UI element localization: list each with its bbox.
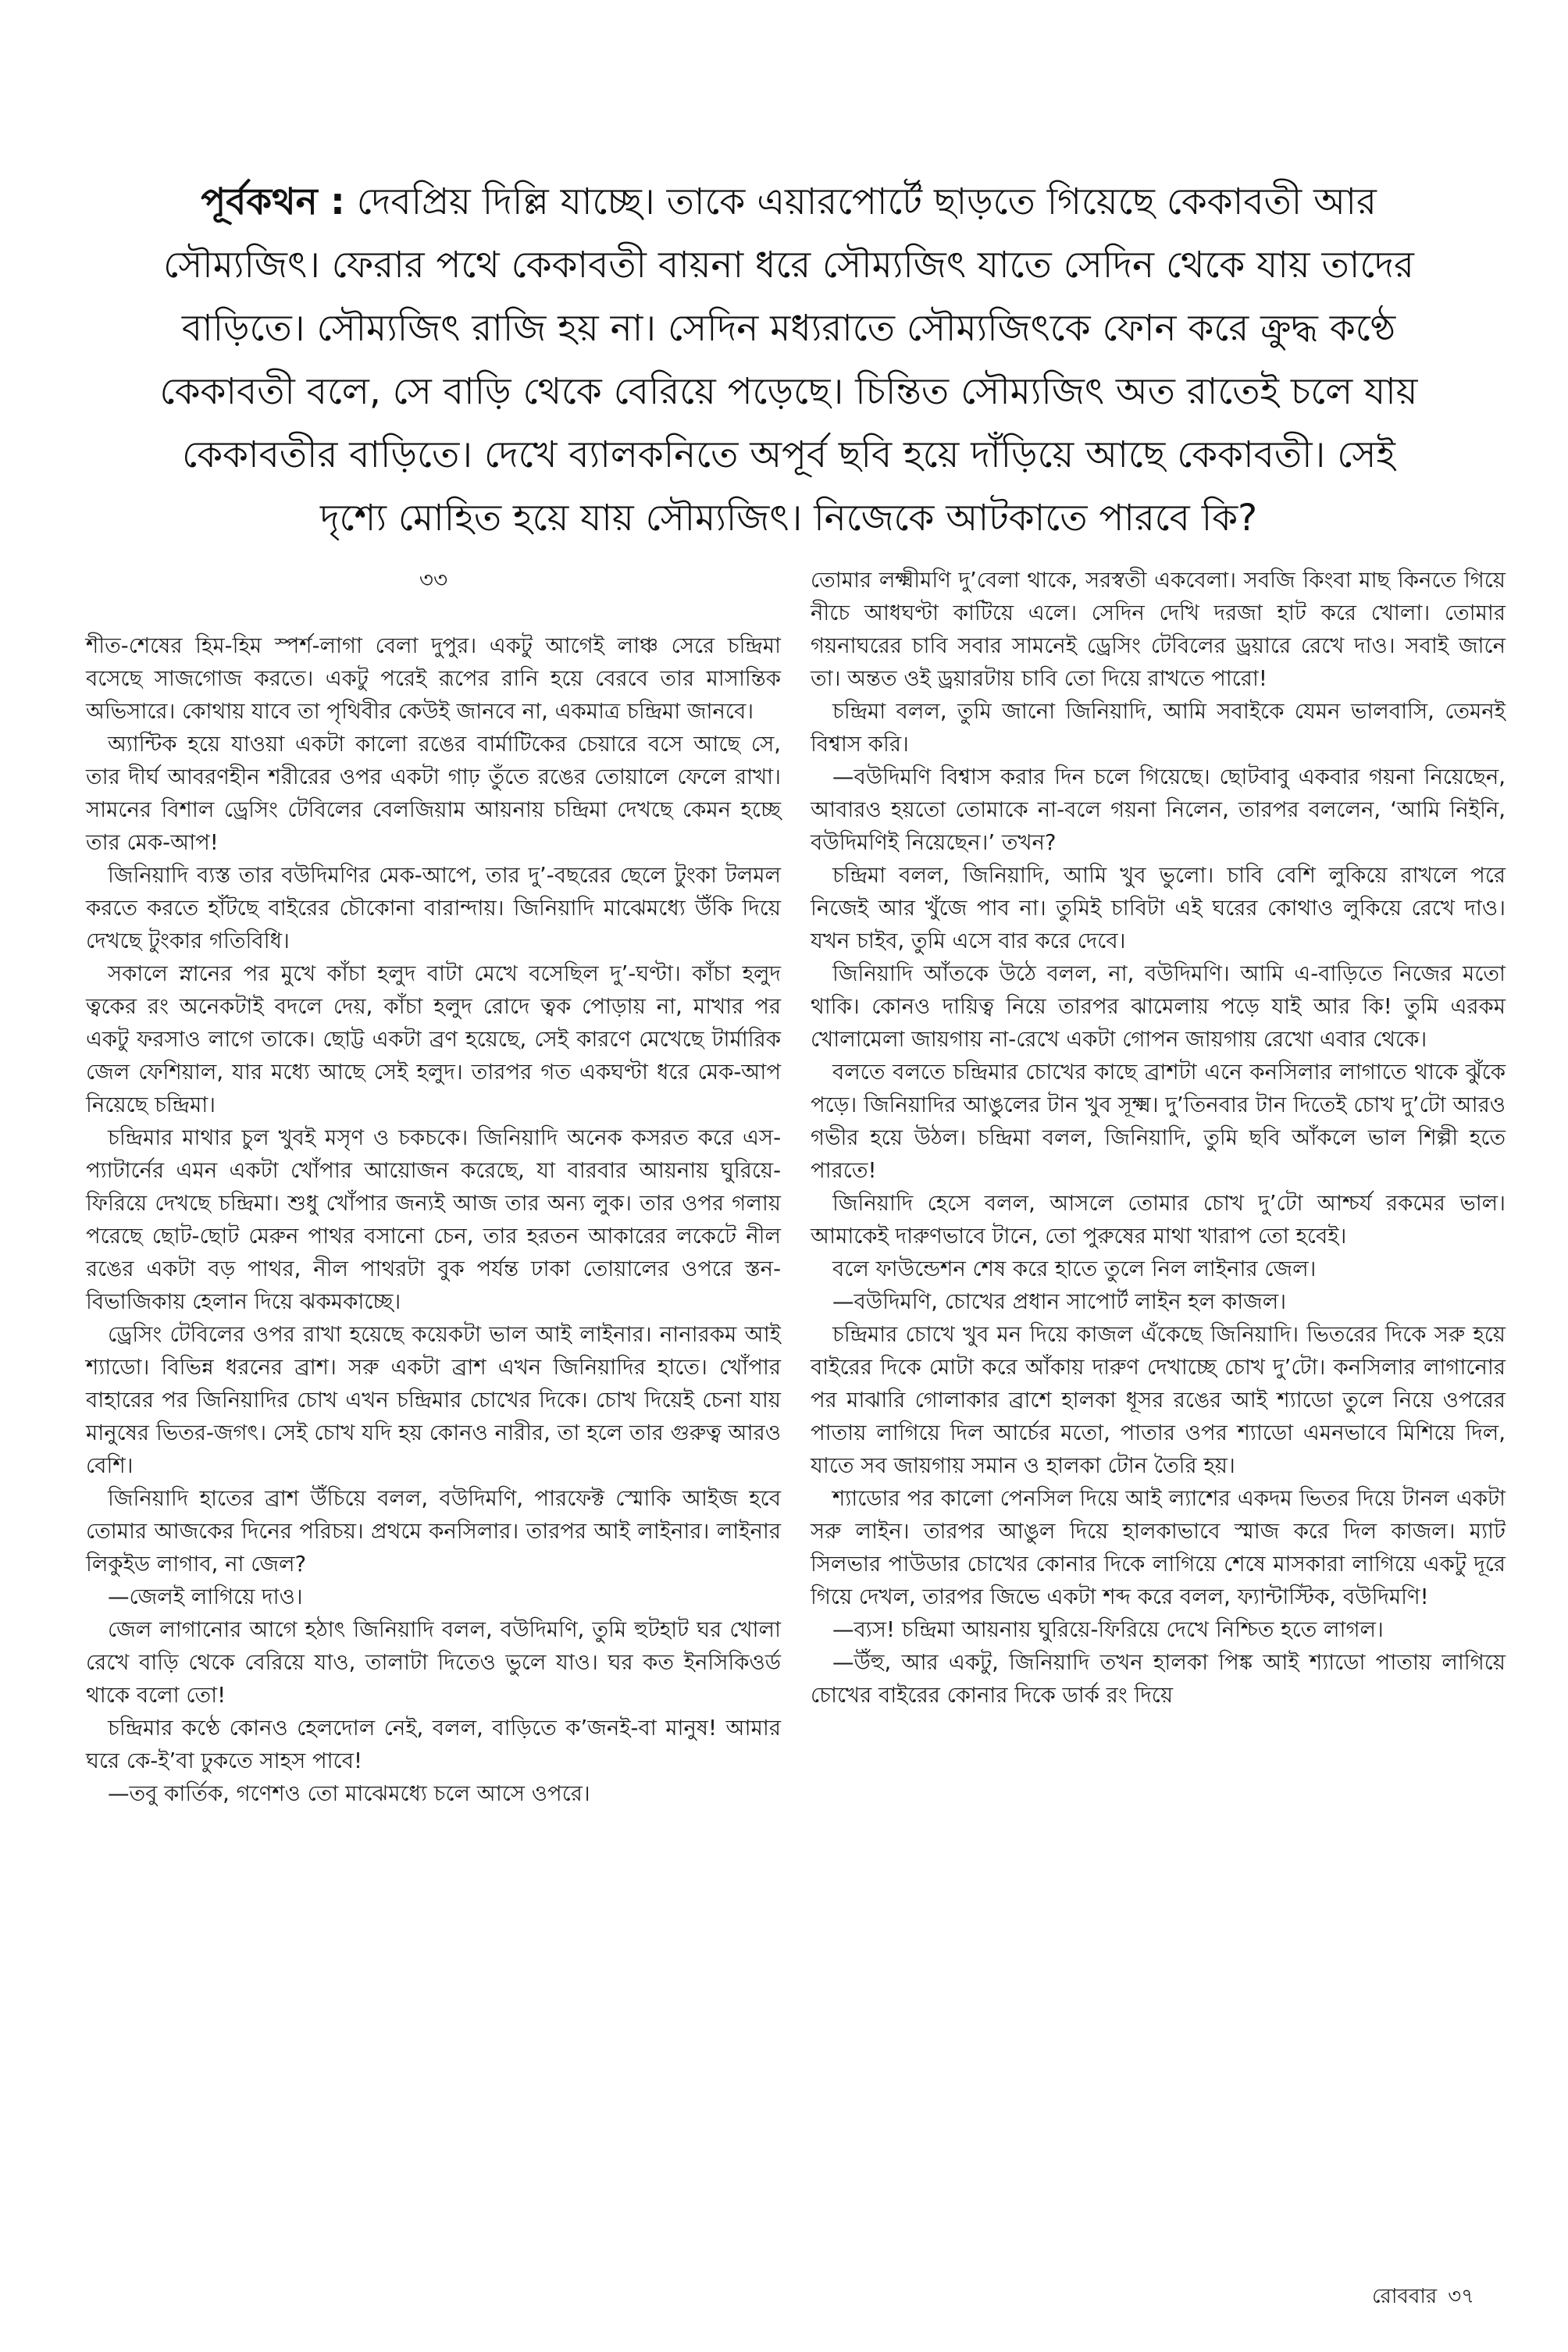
- paragraph: চন্দ্রিমা বলল, জিনিয়াদি, আমি খুব ভুলো। চাবি বেশি লুকিয়ে রাখলে পরে নিজেই আর খুঁজে পাব না। তুমিই চাবিটা এই ঘরের কোথাও লুকিয়ে রেখে দাও। যখন চাইব, তুমি এসে বার করে দেবে।: [811, 863, 1506, 953]
- paragraph: —বউদিমণি, চোখের প্রধান সাপোর্ট লাইন হল কাজল।: [832, 1289, 1287, 1314]
- paragraph: —তবু কার্তিক, গণেশও তো মাঝেমধ্যে চলে আসে ওপরে।: [108, 1781, 590, 1806]
- synopsis-text: দেবপ্রিয় দিল্লি যাচ্ছে। তাকে এয়ারপোর্টে ছাড়তে গিয়েছে কেকাবতী আর সৌম্যজিৎ। ফেরার পথে কেকাবতী বায়না ধরে সৌম্যজিৎ যাতে সেদিন থেকে যায় তাদের বাড়িতে। সৌম্যজিৎ রাজি হয় না। সেদিন মধ্যরাতে সৌম্যজিৎকে ফোন করে ক্রুদ্ধ কণ্ঠে কেকাবতী বলে, সে বাড়ি থেকে বেরিয়ে পড়েছে। চিন্তিত সৌম্যজিৎ অত রাতেই চলে যায় কেকাবতীর বাড়িতে। দেখে ব্যালকনিতে অপূর্ব ছবি হয়ে দাঁড়িয়ে আছে কেকাবতী। সেই দৃশ্যে মোহিত হয়ে যায় সৌম্যজিৎ। নিজেকে আটকাতে পারবে কি?: [159, 180, 1418, 540]
- paragraph: বলে ফাউন্ডেশন শেষ করে হাতে তুলে নিল লাইনার জেল।: [832, 1256, 1317, 1281]
- paragraph: চন্দ্রিমা বলল, তুমি জানো জিনিয়াদি, আমি সবাইকে যেমন ভালবাসি, তেমনই বিশ্বাস করি।: [811, 699, 1506, 757]
- paragraph: —জেলই লাগিয়ে দাও।: [108, 1584, 303, 1609]
- synopsis-label: পূর্বকথন :: [201, 180, 345, 223]
- page-footer: [1361, 2280, 1474, 2315]
- chapter-number: ৩৩: [419, 567, 448, 593]
- paragraph: ড্রেসিং টেবিলের ওপর রাখা হয়েছে কয়েকটা ভাল আই লাইনার। নানারকম আই শ্যাডো। বিভিন্ন ধরনের ব্রাশ। সরু একটা ব্রাশ এখন জিনিয়াদির হাতে। খোঁপার বাহারের পর জিনিয়াদির চোখ এখন চন্দ্রিমার চোখের দিকে। চোখ দিয়েই চেনা যায় মানুষের ভিতর-জগৎ। সেই চোখ যদি হয় কোনও নারীর, তা হলে তার গুরুত্ব আরও বেশি।: [86, 1322, 781, 1478]
- paragraph: তোমার লক্ষ্মীমণি দু’বেলা থাকে, সরস্বতী একবেলা। সবজি কিংবা মাছ কিনতে গিয়ে নীচে আধঘণ্টা কাটিয়ে এলে। সেদিন দেখি দরজা হাট করে খোলা। তোমার গয়নাঘরের চাবি সবার সামনেই ড্রেসিং টেবিলের ড্রয়ারে রেখে দাও। সবাই জানে তা। অন্তত ওই ড্রয়ারটায় চাবি তো দিয়ে রাখতে পারো!: [811, 568, 1506, 691]
- paragraph: শ্যাডোর পর কালো পেনসিল দিয়ে আই ল্যাশের একদম ভিতর দিয়ে টানল একটা সরু লাইন। তারপর আঙুল দিয়ে হালকাভাবে স্মাজ করে দিল কাজল। ম্যাট সিলভার পাউডার চোখের কোনার দিকে লাগিয়ে শেষে মাসকারা লাগিয়ে একটু দূরে গিয়ে দেখল, তারপর জিভে একটা শব্দ করে বলল, ফ্যান্টাস্টিক, বউদিমণি!: [811, 1486, 1506, 1609]
- paragraph: সকালে স্নানের পর মুখে কাঁচা হলুদ বাটা মেখে বসেছিল দু’-ঘণ্টা। কাঁচা হলুদ ত্বকের রং অনেকটাই বদলে দেয়, কাঁচা হলুদ রোদে ত্বক পোড়ায় না, মাখার পর একটু ফরসাও লাগে তাকে। ছোট্ট একটা ব্রণ হয়েছে, সেই কারণে মেখেছে টার্মারিক জেল ফেশিয়াল, যার মধ্যে আছে সেই হলুদ। তারপর গত একঘণ্টা ধরে মেক-আপ নিয়েছে চন্দ্রিমা।: [86, 961, 781, 1117]
- paragraph: —ব্যস! চন্দ্রিমা আয়নায় ঘুরিয়ে-ফিরিয়ে দেখে নিশ্চিত হতে লাগল।: [832, 1617, 1384, 1642]
- paragraph: জিনিয়াদি আঁতকে উঠে বলল, না, বউদিমণি। আমি এ-বাড়িতে নিজের মতো থাকি। কোনও দায়িত্ব নিয়ে তারপর ঝামেলায় পড়ে যাই আর কি! তুমি এরকম খোলামেলা জায়গায় না-রেখে একটা গোপন জায়গায় রেখো এবার থেকে।: [811, 961, 1506, 1052]
- paragraph: জেল লাগানোর আগে হঠাৎ জিনিয়াদি বলল, বউদিমণি, তুমি হুটহাট ঘর খোলা রেখে বাড়ি থেকে বেরিয়ে যাও, তালাটা দিতেও ভুলে যাও। ঘর কত ইনসিকিওর্ড থাকে বলো তো!: [86, 1617, 781, 1708]
- paragraph: অ্যান্টিক হয়ে যাওয়া একটা কালো রঙের বার্মাটিকের চেয়ারে বসে আছে সে, তার দীর্ঘ আবরণহীন শরীরের ওপর একটা গাঢ় তুঁতে রঙের তোয়ালে ফেলে রাখা। সামনের বিশাল ড্রেসিং টেবিলের বেলজিয়াম আয়নায় চন্দ্রিমা দেখছে কেমন হচ্ছে তার মেক-আপ!: [86, 732, 781, 855]
- paragraph: জিনিয়াদি হেসে বলল, আসলে তোমার চোখ দু’টো আশ্চর্য রকমের ভাল। আমাকেই দারুণভাবে টানে, তো পুরুষের মাথা খারাপ তো হবেই।: [811, 1191, 1506, 1249]
- paragraph: বলতে বলতে চন্দ্রিমার চোখের কাছে ব্রাশটা এনে কনসিলার লাগাতে থাকে ঝুঁকে পড়ে। জিনিয়াদির আঙুলের টান খুব সূক্ষ্ম। দু’তিনবার টান দিতেই চোখ দু’টো আরও গভীর হয়ে উঠল। চন্দ্রিমা বলল, জিনিয়াদি, তুমি ছবি আঁকলে ভাল শিল্পী হতে পারতে!: [811, 1060, 1506, 1183]
- page-number: ৩৭: [1448, 2285, 1474, 2308]
- paragraph: জিনিয়াদি হাতের ব্রাশ উঁচিয়ে বলল, বউদিমণি, পারফেক্ট স্মোকি আইজ হবে তোমার আজকের দিনের পরিচয়। প্রথমে কনসিলার। তারপর আই লাইনার। লাইনার লিকুইড লাগাব, না জেল?: [86, 1486, 781, 1577]
- paragraph: —উঁহু, আর একটু, জিনিয়াদি তখন হালকা পিঙ্ক আই শ্যাডো পাতায় লাগিয়ে চোখের বাইরের কোনার দিকে ডার্ক রং দিয়ে: [811, 1650, 1506, 1708]
- paragraph: চন্দ্রিমার চোখে খুব মন দিয়ে কাজল এঁকেছে জিনিয়াদি। ভিতরের দিকে সরু হয়ে বাইরের দিকে মোটা করে আঁকায় দারুণ দেখাচ্ছে চোখ দু’টো। কনসিলার লাগানোর পর মাঝারি গোলাকার ব্রাশে হালকা ধূসর রঙের আই শ্যাডো তুলে নিয়ে ওপরের পাতায় লাগিয়ে দিল আর্চের মতো, পাতার ওপর শ্যাডো এমনভাবে মিশিয়ে দিল, যাতে সব জায়গায় সমান ও হালকা টোন তৈরি হয়।: [811, 1322, 1506, 1478]
- paragraph: —বউদিমণি বিশ্বাস করার দিন চলে গিয়েছে। ছোটবাবু একবার গয়না নিয়েছেন, আবারও হয়তো তোমাকে না-বলে গয়না নিলেন, তারপর বললেন, ‘আমি নিইনি, বউদিমণিই নিয়েছেন।’ তখন?: [811, 764, 1506, 855]
- left-column: [86, 564, 781, 1810]
- paragraph: শীত-শেষের হিম-হিম স্পর্শ-লাগা বেলা দুপুর। একটু আগেই লাঞ্চ সেরে চন্দ্রিমা বসেছে সাজগোজ করতে। একটু পরেই রূপের রানি হয়ে বেরবে তার মাসান্তিক অভিসারে। কোথায় যাবে তা পৃথিবীর কেউই জানবে না, একমাত্র চন্দ্রিমা জানবে।: [86, 633, 781, 724]
- paragraph: চন্দ্রিমার কণ্ঠে কোনও হেলদোল নেই, বলল, বাড়িতে ক’জনই-বা মানুষ! আমার ঘরে কে-ই’বা ঢুকতে সাহস পাবে!: [86, 1716, 781, 1773]
- synopsis: [148, 170, 1429, 550]
- paragraph: চন্দ্রিমার মাথার চুল খুবই মসৃণ ও চকচকে। জিনিয়াদি অনেক কসরত করে এস-প্যাটার্নের এমন একটা খোঁপার আয়োজন করেছে, যা বারবার আয়নায় ঘুরিয়ে-ফিরিয়ে দেখছে চন্দ্রিমা। শুধু খোঁপার জন্যই আজ তার অন্য লুক। তার ওপর গলায় পরেছে ছোট-ছোট মেরুন পাথর বসানো চেন, তার হরতন আকারের লকেটে নীল রঙের একটা বড় পাথর, নীল পাথরটা বুক পর্যন্ত ঢাকা তোয়ালের ওপরে স্তন-বিভাজিকায় হেলান দিয়ে ঝকমকাচ্ছে।: [86, 1125, 781, 1314]
- right-column: [811, 564, 1506, 1712]
- magazine-name: রোববার: [1372, 2285, 1438, 2308]
- paragraph: জিনিয়াদি ব্যস্ত তার বউদিমণির মেক-আপে, তার দু’-বছরের ছেলে টুংকা টলমল করতে করতে হাঁটছে বাইরের চৌকোনা বারান্দায়। জিনিয়াদি মাঝেমধ্যে উঁকি দিয়ে দেখছে টুংকার গতিবিধি।: [86, 863, 781, 953]
